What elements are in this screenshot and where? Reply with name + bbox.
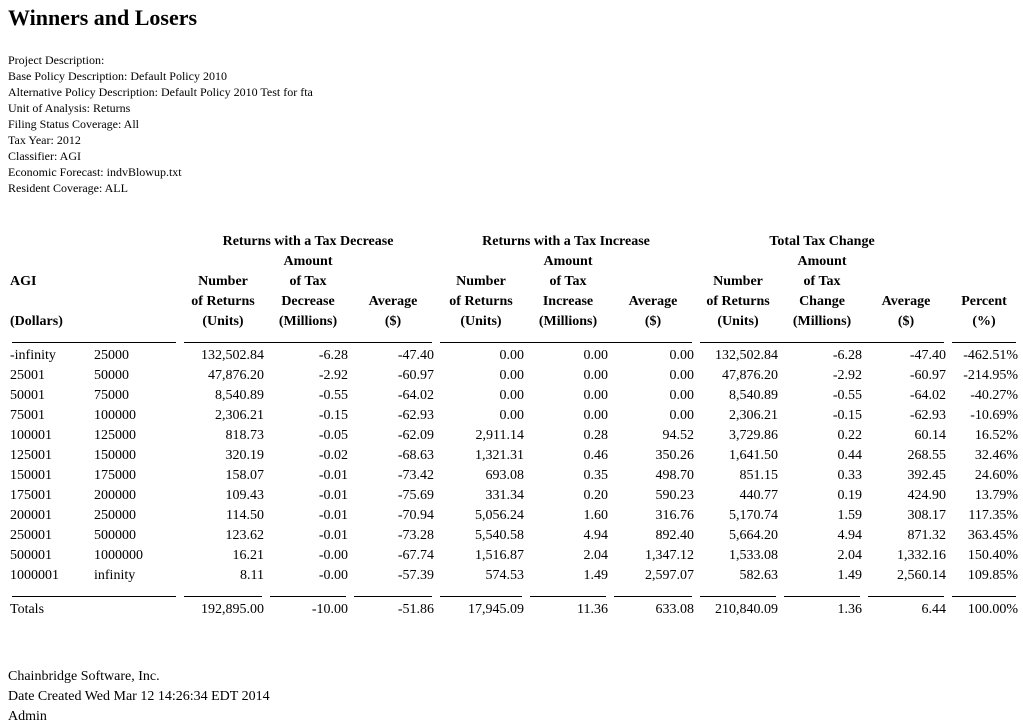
cell-tot-change: -6.28 (832, 348, 863, 363)
cell-tot-percent: 32.46% (974, 448, 1019, 463)
group-total-tax-change: Total Tax Change (769, 234, 875, 249)
cell-dec-amount: -0.00 (318, 568, 348, 583)
cell-agi-high: 175000 (94, 468, 136, 483)
cell-dec-returns: 114.50 (226, 508, 264, 523)
header-amount: Amount (543, 254, 593, 269)
cell-inc-average: 590.23 (655, 488, 695, 503)
group-header-row (8, 232, 1020, 252)
cell-tot-change: 4.94 (837, 528, 863, 543)
cell-inc-average: 94.52 (662, 428, 695, 443)
header-average: Average (368, 294, 418, 309)
cell-tot-returns: 132,502.84 (715, 348, 779, 363)
header-decrease: Decrease (281, 294, 335, 309)
cell-agi-low: 125001 (10, 448, 52, 463)
cell-tot-average: 424.90 (907, 488, 947, 503)
totals-cell: -51.86 (397, 602, 434, 617)
cell-dec-returns: 132,502.84 (201, 348, 264, 363)
cell-dec-amount: -0.05 (318, 428, 348, 443)
cell-tot-average: 268.55 (907, 448, 947, 463)
page-title: Winners and Losers (8, 5, 198, 30)
header-units: (Units) (717, 314, 759, 329)
cell-inc-amount: 0.00 (583, 368, 608, 383)
header-divider (8, 338, 1020, 346)
cell-tot-percent: 13.79% (974, 488, 1019, 503)
cell-inc-amount: 4.94 (583, 528, 608, 543)
cell-tot-average: 1,332.16 (897, 548, 947, 563)
group-tax-decrease: Returns with a Tax Decrease (222, 234, 394, 249)
cell-dec-average: -73.42 (397, 468, 434, 483)
table-row (8, 406, 1020, 426)
cell-dec-average: -47.40 (397, 348, 434, 363)
divider (868, 596, 944, 597)
cell-inc-average: 2,597.07 (645, 568, 695, 583)
cell-tot-average: -60.97 (909, 368, 947, 383)
cell-tot-average: -62.93 (909, 408, 947, 423)
header-units: (Units) (460, 314, 502, 329)
cell-dec-average: -62.93 (397, 408, 434, 423)
group-tax-increase: Returns with a Tax Increase (482, 234, 650, 249)
cell-tot-percent: 117.35% (968, 508, 1019, 523)
cell-dec-amount: -0.01 (318, 508, 348, 523)
cell-tot-percent: 16.52% (974, 428, 1019, 443)
table-row (8, 506, 1020, 526)
header-number: Number (456, 274, 506, 289)
cell-tot-change: -2.92 (832, 368, 863, 383)
divider (12, 342, 176, 343)
cell-dec-returns: 109.43 (225, 488, 264, 503)
cell-dec-returns: 47,876.20 (208, 368, 264, 383)
cell-dec-average: -64.02 (397, 388, 434, 403)
cell-dec-returns: 16.21 (232, 548, 264, 563)
cell-inc-returns: 693.08 (485, 468, 524, 483)
cell-dec-average: -73.28 (397, 528, 434, 543)
cell-inc-returns: 0.00 (499, 368, 524, 383)
report-metadata (8, 52, 313, 196)
header-dollars: ($) (384, 314, 402, 329)
cell-inc-amount: 1.49 (583, 568, 608, 583)
header-units: (Units) (202, 314, 244, 329)
cell-inc-amount: 0.28 (583, 428, 608, 443)
table-row (8, 526, 1020, 546)
cell-tot-percent: 24.60% (974, 468, 1019, 483)
cell-agi-high: 75000 (94, 388, 129, 403)
cell-dec-returns: 123.62 (225, 528, 264, 543)
totals-divider (8, 592, 1020, 600)
cell-inc-returns: 0.00 (499, 348, 524, 363)
economic-forecast: Economic Forecast: indvBlowup.txt (8, 165, 182, 179)
divider (614, 596, 692, 597)
cell-inc-amount: 0.20 (583, 488, 608, 503)
cell-tot-average: 2,560.14 (897, 568, 947, 583)
cell-inc-average: 0.00 (669, 388, 695, 403)
header-millions: (Millions) (538, 314, 598, 329)
cell-tot-average: 308.17 (907, 508, 947, 523)
cell-dec-average: -75.69 (397, 488, 434, 503)
header-amount: Amount (797, 254, 847, 269)
header-increase: Increase (542, 294, 594, 309)
cell-tot-change: 1.59 (837, 508, 863, 523)
filing-status-coverage: Filing Status Coverage: All (8, 117, 139, 131)
cell-agi-low: 250001 (10, 528, 52, 543)
cell-tot-returns: 1,641.50 (729, 448, 779, 463)
divider (184, 596, 262, 597)
totals-cell (92, 600, 180, 620)
totals-cell: 6.44 (921, 602, 947, 617)
cell-tot-percent: 363.45% (967, 528, 1019, 543)
report-footer (8, 667, 270, 727)
cell-dec-returns: 8,540.89 (215, 388, 264, 403)
cell-dec-amount: -0.01 (318, 528, 348, 543)
divider (952, 596, 1016, 597)
divider (184, 342, 432, 343)
cell-inc-returns: 0.00 (499, 388, 524, 403)
cell-inc-returns: 2,911.14 (475, 428, 524, 443)
cell-agi-low: 1000001 (10, 568, 59, 583)
cell-dec-returns: 2,306.21 (215, 408, 264, 423)
alternative-policy-description: Alternative Policy Description: Default Policy 2010 Test for fta (8, 85, 313, 99)
cell-dec-returns: 818.73 (225, 428, 264, 443)
cell-tot-average: 392.45 (907, 468, 947, 483)
totals-cell: 1.36 (837, 602, 863, 617)
project-description: Project Description: (8, 53, 105, 67)
cell-agi-high: 150000 (94, 448, 136, 463)
totals-label: Totals (10, 602, 45, 617)
cell-inc-average: 498.70 (655, 468, 695, 483)
cell-dec-returns: 8.11 (240, 568, 264, 583)
cell-tot-returns: 440.77 (739, 488, 779, 503)
header-millions: (Millions) (278, 314, 338, 329)
cell-tot-average: -64.02 (909, 388, 947, 403)
cell-agi-low: 200001 (10, 508, 52, 523)
header-percent: Percent (961, 294, 1007, 309)
cell-agi-low: 75001 (10, 408, 45, 423)
header-row-number (8, 272, 1020, 292)
header-dollars: ($) (897, 314, 915, 329)
cell-tot-percent: 109.85% (967, 568, 1019, 583)
header-of-returns: of Returns (449, 294, 513, 309)
cell-tot-returns: 47,876.20 (722, 368, 779, 383)
header-row-amount (8, 252, 1020, 272)
cell-dec-amount: -0.55 (318, 388, 348, 403)
cell-inc-average: 1,347.12 (645, 548, 695, 563)
cell-dec-amount: -0.02 (318, 448, 348, 463)
cell-agi-low: -infinity (10, 348, 56, 363)
cell-inc-amount: 1.60 (583, 508, 608, 523)
header-percent-unit: (%) (972, 314, 996, 329)
divider (354, 596, 432, 597)
header-number: Number (198, 274, 248, 289)
cell-tot-average: 60.14 (914, 428, 947, 443)
cell-agi-high: 25000 (94, 348, 129, 363)
totals-cell: 11.36 (577, 602, 608, 617)
cell-agi-high: 125000 (94, 428, 136, 443)
table-row (8, 346, 1020, 366)
totals-cell: 17,945.09 (468, 602, 524, 617)
cell-inc-amount: 0.00 (583, 348, 608, 363)
header-dollars: ($) (644, 314, 662, 329)
header-agi: AGI (10, 274, 37, 289)
cell-dec-amount: -6.28 (318, 348, 348, 363)
cell-tot-percent: -40.27% (970, 388, 1019, 403)
table-row (8, 546, 1020, 566)
divider (530, 596, 606, 597)
cell-inc-amount: 2.04 (583, 548, 608, 563)
table-row (8, 366, 1020, 386)
divider (12, 596, 176, 597)
cell-tot-percent: -214.95% (963, 368, 1019, 383)
table-row (8, 426, 1020, 446)
header-row-units (8, 312, 1020, 332)
cell-inc-returns: 0.00 (499, 408, 524, 423)
cell-tot-returns: 851.15 (739, 468, 779, 483)
cell-agi-high: 200000 (94, 488, 136, 503)
cell-tot-change: -0.55 (832, 388, 863, 403)
cell-inc-returns: 331.34 (485, 488, 524, 503)
header-amount: Amount (283, 254, 333, 269)
cell-dec-average: -67.74 (397, 548, 434, 563)
cell-inc-returns: 5,056.24 (475, 508, 524, 523)
cell-dec-returns: 158.07 (225, 468, 264, 483)
cell-dec-average: -62.09 (397, 428, 434, 443)
cell-tot-returns: 8,540.89 (729, 388, 779, 403)
cell-agi-low: 500001 (10, 548, 52, 563)
cell-tot-returns: 582.63 (739, 568, 779, 583)
base-policy-description: Base Policy Description: Default Policy 2010 (8, 69, 227, 83)
divider (440, 342, 692, 343)
cell-agi-low: 100001 (10, 428, 52, 443)
cell-inc-returns: 1,516.87 (475, 548, 524, 563)
unit-of-analysis: Unit of Analysis: Returns (8, 101, 131, 115)
totals-cell: 192,895.00 (201, 602, 264, 617)
divider (440, 596, 522, 597)
cell-tot-change: 0.22 (837, 428, 863, 443)
table-row (8, 466, 1020, 486)
cell-dec-average: -70.94 (397, 508, 434, 523)
header-of-tax: of Tax (549, 274, 587, 289)
cell-inc-average: 892.40 (655, 528, 695, 543)
cell-dec-amount: -0.01 (318, 488, 348, 503)
cell-tot-change: 2.04 (837, 548, 863, 563)
cell-tot-average: 871.32 (907, 528, 947, 543)
cell-inc-average: 0.00 (669, 368, 695, 383)
cell-agi-low: 50001 (10, 388, 45, 403)
cell-tot-percent: 150.40% (967, 548, 1019, 563)
cell-inc-returns: 574.53 (485, 568, 524, 583)
header-of-tax: of Tax (803, 274, 841, 289)
cell-tot-change: 1.49 (837, 568, 863, 583)
table-row (8, 446, 1020, 466)
header-change: Change (799, 294, 845, 309)
cell-agi-high: 250000 (94, 508, 136, 523)
header-agi-unit: (Dollars) (10, 314, 63, 329)
header-millions: (Millions) (792, 314, 852, 329)
cell-dec-amount: -0.15 (318, 408, 348, 423)
totals-cell: 210,840.09 (715, 602, 779, 617)
user-name: Admin (8, 709, 47, 724)
cell-dec-returns: 320.19 (225, 448, 264, 463)
classifier: Classifier: AGI (8, 149, 81, 163)
table-row (8, 566, 1020, 586)
cell-tot-change: 0.44 (837, 448, 863, 463)
cell-agi-high: infinity (94, 568, 136, 583)
cell-agi-low: 25001 (10, 368, 45, 383)
cell-inc-returns: 5,540.58 (475, 528, 524, 543)
header-of-tax: of Tax (289, 274, 327, 289)
table-row (8, 486, 1020, 506)
cell-tot-change: 0.19 (837, 488, 863, 503)
cell-dec-amount: -0.00 (318, 548, 348, 563)
cell-inc-average: 350.26 (655, 448, 695, 463)
header-row-returns (8, 292, 1020, 312)
header-number: Number (713, 274, 763, 289)
company-name: Chainbridge Software, Inc. (8, 669, 160, 684)
totals-cell: -10.00 (311, 602, 348, 617)
resident-coverage: Resident Coverage: ALL (8, 181, 128, 195)
cell-inc-amount: 0.46 (583, 448, 608, 463)
cell-dec-amount: -0.01 (318, 468, 348, 483)
header-of-returns: of Returns (706, 294, 770, 309)
cell-agi-low: 175001 (10, 488, 52, 503)
cell-tot-change: 0.33 (837, 468, 863, 483)
cell-agi-high: 1000000 (94, 548, 143, 563)
cell-inc-amount: 0.35 (583, 468, 608, 483)
divider (270, 596, 346, 597)
table-row (8, 386, 1020, 406)
divider (700, 342, 944, 343)
cell-agi-high: 50000 (94, 368, 129, 383)
divider (952, 342, 1016, 343)
winners-losers-table (8, 232, 1020, 620)
divider (784, 596, 860, 597)
cell-tot-percent: -10.69% (970, 408, 1019, 423)
date-created: Date Created Wed Mar 12 14:26:34 EDT 2014 (8, 689, 270, 704)
cell-tot-returns: 1,533.08 (729, 548, 779, 563)
totals-cell: 100.00% (967, 602, 1019, 617)
cell-dec-average: -60.97 (397, 368, 434, 383)
cell-inc-returns: 1,321.31 (475, 448, 524, 463)
cell-inc-amount: 0.00 (583, 408, 608, 423)
cell-agi-high: 500000 (94, 528, 136, 543)
divider (700, 596, 776, 597)
cell-tot-average: -47.40 (909, 348, 947, 363)
cell-inc-amount: 0.00 (583, 388, 608, 403)
header-average: Average (881, 294, 931, 309)
cell-agi-low: 150001 (10, 468, 52, 483)
cell-tot-returns: 5,170.74 (729, 508, 779, 523)
cell-tot-change: -0.15 (832, 408, 863, 423)
cell-inc-average: 0.00 (669, 348, 695, 363)
cell-tot-returns: 5,664.20 (729, 528, 779, 543)
cell-tot-returns: 2,306.21 (729, 408, 779, 423)
header-of-returns: of Returns (191, 294, 255, 309)
cell-agi-high: 100000 (94, 408, 136, 423)
tax-year: Tax Year: 2012 (8, 133, 81, 147)
cell-inc-average: 0.00 (669, 408, 695, 423)
totals-row (8, 600, 1020, 620)
cell-dec-average: -57.39 (397, 568, 434, 583)
cell-dec-amount: -2.92 (318, 368, 348, 383)
totals-cell: 633.08 (655, 602, 695, 617)
cell-dec-average: -68.63 (397, 448, 434, 463)
table-body (8, 346, 1020, 586)
cell-tot-percent: -462.51% (963, 348, 1019, 363)
cell-inc-average: 316.76 (655, 508, 695, 523)
cell-tot-returns: 3,729.86 (729, 428, 779, 443)
header-average: Average (628, 294, 678, 309)
